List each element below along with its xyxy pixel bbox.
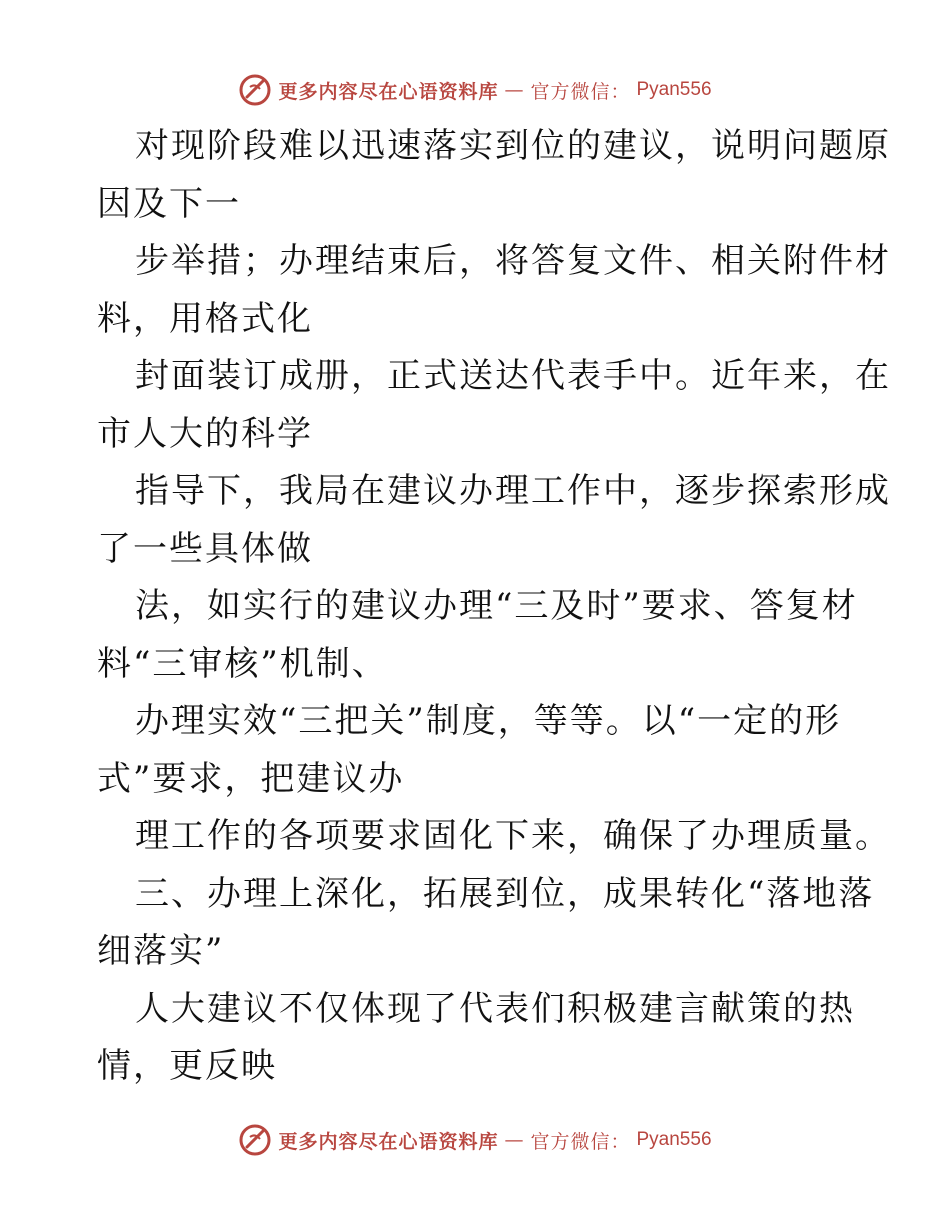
text-line: 办理实效“三把关”制度，等等。以“一定的形 <box>135 701 842 741</box>
document-body <box>97 118 891 1096</box>
logo-icon <box>238 1123 272 1157</box>
text-line: 对现阶段难以迅速落实到位的建议，说明问题原 <box>135 126 891 166</box>
watermark-dash: — <box>504 1129 525 1151</box>
text-line: 法，如实行的建议办理“三及时”要求、答复材 <box>135 586 858 626</box>
watermark-main-text: 更多内容尽在心语资料库 <box>278 80 499 103</box>
text-line: 人大建议不仅体现了代表们积极建言献策的热 <box>135 988 855 1029</box>
header-watermark <box>0 68 950 112</box>
watermark-handle: Pyan556 <box>636 1129 712 1150</box>
text-line: 料“三审核”机制、 <box>97 643 388 684</box>
text-line: 三、办理上深化，拓展到位，成果转化“落地落 <box>135 873 875 914</box>
text-line: 式”要求，把建议办 <box>97 758 405 799</box>
logo-icon <box>238 73 272 107</box>
text-line: 因及下一 <box>97 183 241 224</box>
text-line: 情，更反映 <box>97 1046 277 1086</box>
text-line: 料，用格式化 <box>97 298 313 339</box>
text-line: 细落实” <box>97 931 225 971</box>
watermark-handle: Pyan556 <box>636 79 712 100</box>
watermark-sub-text: 官方微信： <box>530 80 631 103</box>
text-line: 封面装订成册，正式送达代表手中。近年来，在 <box>135 356 891 396</box>
watermark-dash: — <box>504 79 525 101</box>
text-line: 理工作的各项要求固化下来，确保了办理质量。 <box>135 816 891 856</box>
watermark-sub-text: 官方微信： <box>530 1130 631 1153</box>
text-line: 市人大的科学 <box>97 413 313 454</box>
text-line: 指导下，我局在建议办理工作中，逐步探索形成 <box>135 471 891 511</box>
watermark-main-text: 更多内容尽在心语资料库 <box>278 1130 499 1153</box>
text-line: 了一些具体做 <box>97 528 313 569</box>
text-line: 步举措；办理结束后，将答复文件、相关附件材 <box>135 241 891 281</box>
footer-watermark <box>0 1118 950 1162</box>
